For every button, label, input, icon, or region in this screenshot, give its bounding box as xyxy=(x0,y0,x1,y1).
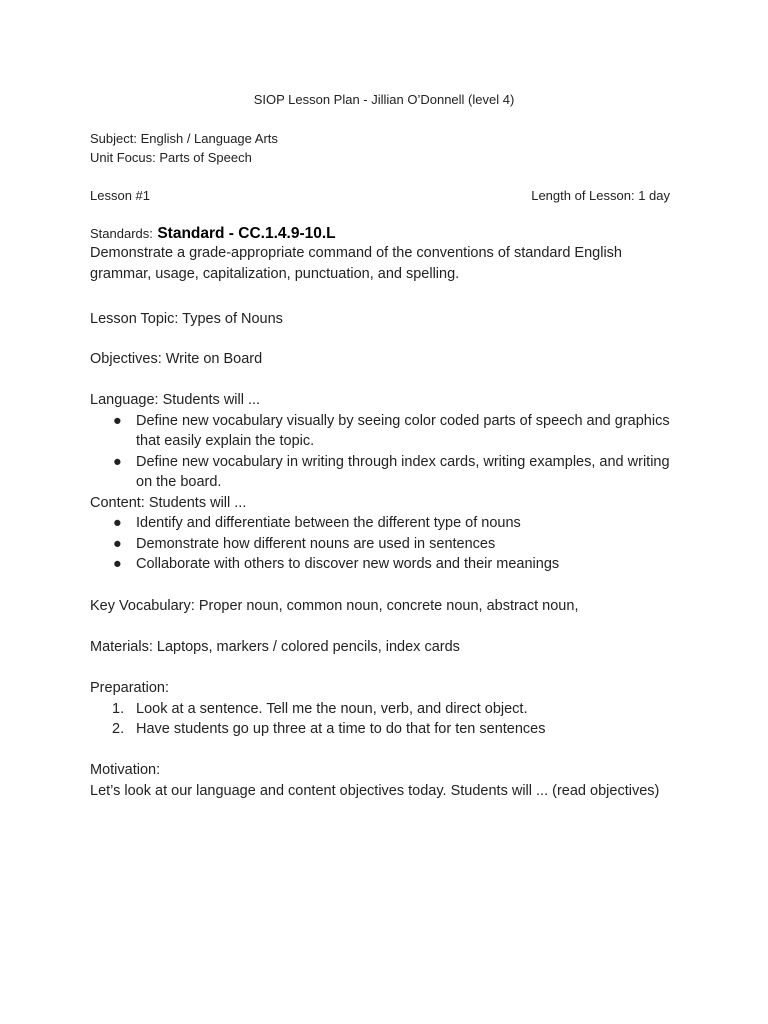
language-heading: Language: Students will ... xyxy=(90,392,261,408)
lesson-number: Lesson #1 xyxy=(90,188,150,203)
list-item: ● Identify and differentiate between the different type of nouns xyxy=(90,513,670,534)
bullet-marker: ● xyxy=(113,453,122,470)
materials: Materials: Laptops, markers / colored pencils, index cards xyxy=(90,639,460,655)
content-list xyxy=(90,513,670,575)
bullet-marker: ● xyxy=(113,412,122,429)
list-item: 1. Look at a sentence. Tell me the noun, verb, and direct object. xyxy=(90,699,670,720)
key-vocabulary: Key Vocabulary: Proper noun, common noun, concrete noun, abstract noun, xyxy=(90,598,579,614)
preparation-heading: Preparation: xyxy=(90,680,169,696)
preparation-section xyxy=(90,678,670,740)
list-item: ● Demonstrate how different nouns are used in sentences xyxy=(90,534,670,555)
motivation-heading: Motivation: xyxy=(90,762,161,778)
list-item: ● Define new vocabulary visually by seeing color coded parts of speech and graphics that easily explain the topic. xyxy=(113,412,670,449)
standards-heading: Standard - CC.1.4.9-10.L xyxy=(157,225,336,242)
document-title: SIOP Lesson Plan - Jillian O’Donnell (level 4) xyxy=(253,92,515,107)
standards-text: Demonstrate a grade-appropriate command of the conventions of standard English grammar, usage, capitalization, punctuation, and spelling. xyxy=(90,245,622,282)
list-item: ● Define new vocabulary in writing through index cards, writing examples, and writing on the board. xyxy=(113,453,670,490)
subject-line: Subject: English / Language Arts xyxy=(90,131,278,146)
bullet-marker: ● xyxy=(113,535,122,552)
language-section xyxy=(90,390,670,575)
lesson-topic: Lesson Topic: Types of Nouns xyxy=(90,311,283,327)
number-marker: 1. xyxy=(112,700,125,717)
language-list xyxy=(90,411,670,493)
lesson-length: Length of Lesson: 1 day xyxy=(531,188,670,203)
motivation-section xyxy=(90,760,670,801)
bullet-marker: ● xyxy=(113,556,122,572)
lesson-info-row xyxy=(90,187,670,205)
motivation-text: Let’s look at our language and content objectives today. Students will ... (read objectives) xyxy=(90,782,660,799)
number-marker: 2. xyxy=(112,721,125,737)
list-item: ● Collaborate with others to discover new words and their meanings xyxy=(90,554,670,575)
objectives: Objectives: Write on Board xyxy=(90,351,263,367)
preparation-list xyxy=(90,699,670,740)
unit-focus-line: Unit Focus: Parts of Speech xyxy=(90,150,252,165)
bullet-marker: ● xyxy=(113,515,122,531)
standards-section xyxy=(90,225,670,284)
list-item: 2. Have students go up three at a time to do that for ten sentences xyxy=(90,719,670,740)
standards-label: Standards: xyxy=(90,226,153,241)
content-heading: Content: Students will ... xyxy=(90,494,247,511)
